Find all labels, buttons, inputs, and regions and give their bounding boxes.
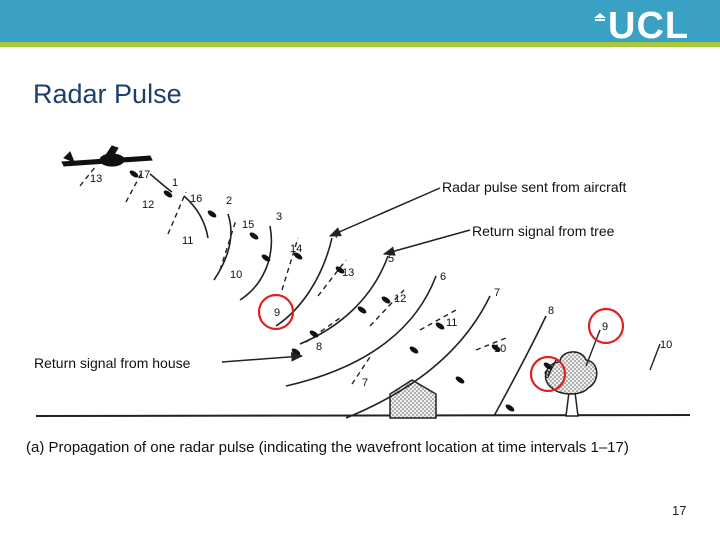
house-icon (390, 380, 436, 418)
label-r10: 10 (494, 343, 507, 355)
label-r16: 16 (190, 193, 203, 205)
label-t9: 9 (602, 321, 609, 333)
label-t1: 1 (172, 177, 179, 189)
label-r8: 8 (316, 341, 323, 353)
page-number: 17 (672, 503, 687, 518)
label-10-near-aircraft: 10 (230, 269, 243, 281)
label-t5: 5 (388, 253, 395, 265)
label-t8: 8 (548, 305, 555, 317)
label-r9: 9 (274, 307, 281, 319)
pulse-sent-label: Radar pulse sent from aircraft (442, 179, 627, 195)
ucl-portico-icon (594, 13, 606, 25)
label-13-near-aircraft: 13 (90, 173, 103, 185)
return-house-label: Return signal from house (34, 355, 191, 371)
label-r12: 12 (394, 293, 407, 305)
diagram-caption: (a) Propagation of one radar pulse (indicating the wavefront location at time intervals 1–17) (26, 439, 629, 456)
label-r17: 17 (138, 169, 151, 181)
label-t4: 4 (332, 229, 339, 241)
ucl-logo: UCL (608, 5, 690, 47)
label-t2: 2 (226, 195, 233, 207)
label-t10: 10 (660, 339, 673, 351)
slide-title: Radar Pulse (33, 79, 182, 109)
label-11-near-aircraft: 11 (182, 235, 194, 247)
ground-line (36, 415, 690, 416)
label-r7: 7 (362, 377, 369, 389)
tree-icon (546, 352, 597, 416)
label-tree-9: 9 (544, 369, 551, 381)
label-r14: 14 (290, 243, 303, 255)
label-t3: 3 (276, 211, 283, 223)
aircraft-icon (62, 146, 152, 166)
label-t7: 7 (494, 287, 501, 299)
propagation-markers (128, 169, 553, 413)
label-r15: 15 (242, 219, 255, 231)
return-tree-label: Return signal from tree (472, 223, 615, 239)
label-t6: 6 (440, 271, 447, 283)
radar-pulse-diagram (0, 130, 720, 470)
label-12-near-aircraft: 12 (142, 199, 155, 211)
label-r13: 13 (342, 267, 355, 279)
label-r11: 11 (446, 317, 458, 329)
